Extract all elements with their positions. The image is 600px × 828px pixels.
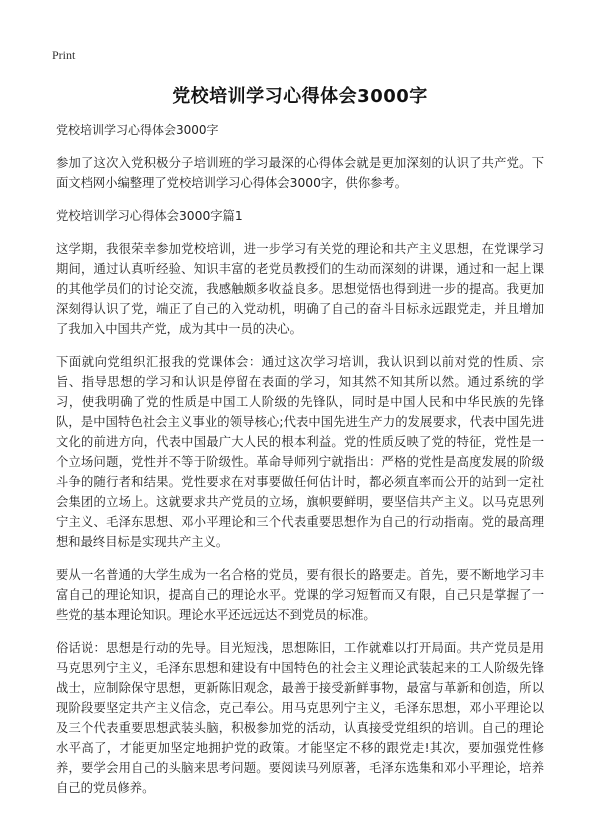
article-body xyxy=(56,120,544,811)
print-link[interactable]: Print xyxy=(52,48,76,62)
paragraph-1: 这学期，我很荣幸参加党校培训，进一步学习有关党的理论和共产主义思想，在党课学习期间，通过认真听经验、知识丰富的老党员教授们的生动而深刻的讲课，通过和一起上课的其他学员们的讨论交流，我感触颇多收益良多。思想觉悟也得到进一步的提高。我更加深刻得认识了党，端正了自己的入党动机，明确了自己的奋斗目标永远跟党走，并且增加了我加入中国共产党，成为其中一员的决心。 xyxy=(56,242,544,336)
paragraph-intro: 参加了这次入党积极分子培训班的学习最深的心得体会就是更加深刻的认识了共产党。下面文档网小编整理了党校培训学习心得体会3000字，供你参考。 xyxy=(56,156,544,190)
paragraph-4: 俗话说：思想是行动的先导。目光短浅，思想陈旧，工作就难以打开局面。共产党员是用马克思列宁主义，毛泽东思想和建设有中国特色的社会主义理论武装起来的工人阶级先锋战士，应制除保守思想，更新陈旧观念，最善于接受新鲜事物，最富与革新和创造，所以现阶段要坚定共产主义信念，克己奉公。用马克思列宁主义，毛泽东思想，邓小平理论以及三个代表重要思想武装头脑，积极参加党的活动，认真接受党组织的培训。自己的理论水平高了，才能更加坚定地拥护党的政策。才能坚定不移的跟党走!其次，要加强党性修养，要学会用自己的头脑来思考问题。要阅读马列原著，毛泽东选集和邓小平理论，培养自己的党员修养。 xyxy=(56,641,544,795)
article-subtitle: 党校培训学习心得体会3000字 xyxy=(56,123,219,137)
paragraph-section-heading: 党校培训学习心得体会3000字篇1 xyxy=(56,209,243,223)
paragraph-2: 下面就向党组织汇报我的党课体会：通过这次学习培训，我认识到以前对党的性质、宗旨、指导思想的学习和认识是停留在表面的学习，知其然不知其所以然。通过系统的学习，使我明确了党的性质是中国工人阶级的先锋队，同时是中国人民和中华民族的先锋队，是中国特色社会主义事业的领导核心;代表中国先进生产力的发展要求，代表中国先进文化的前进方向，代表中国最广大人民的根本利益。党的性质反映了党的特征，党性是一个立场问题，党性并不等于阶级性。革命导师列宁就指出：严格的党性是高度发展的阶级斗争的随行者和结果。党性要求在对事要做任何估计时，都必须直率而公开的站到一定社会集团的立场上。这就要求共产党员的立场，旗帜要鲜明，要坚信共产主义。以马克思列宁主义、毛泽东思想、邓小平理论和三个代表重要思想作为自己的行动指南。党的最高理想和最终目标是实现共产主义。 xyxy=(56,355,544,549)
page-title: 党校培训学习心得体会3000字 xyxy=(172,86,428,107)
paragraph-3: 要从一名普通的大学生成为一名合格的党员，要有很长的路要走。首先，要不断地学习丰富自己的理论知识，提高自己的理论水平。党课的学习短暂而又有限，自己只是掌握了一些党的基本理论知识。理论水平还远远达不到党员的标准。 xyxy=(56,568,544,622)
